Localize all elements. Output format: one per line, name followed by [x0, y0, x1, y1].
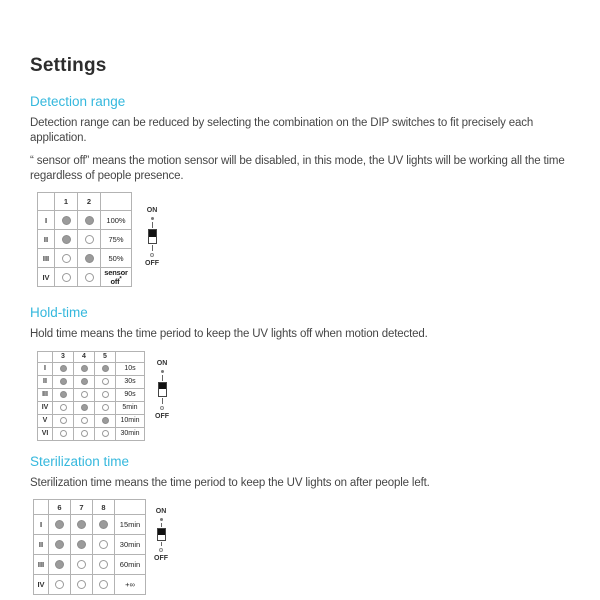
switch-cell: [95, 375, 116, 388]
switch-off-dot: [77, 580, 86, 589]
switch-cell: [49, 515, 71, 535]
switch-off-dot: [99, 540, 108, 549]
row-label: I: [34, 515, 49, 535]
switch-dash-bottom: [161, 542, 162, 546]
row-label: II: [34, 535, 49, 555]
dip-switch-icon: [157, 528, 166, 541]
switch-off-dot: [81, 430, 88, 437]
switch-off-dot: [55, 580, 64, 589]
switch-off-dot: [102, 378, 109, 385]
switch-cell: [53, 388, 74, 401]
switch-on-dot: [81, 404, 88, 411]
value-cell: 100%: [101, 211, 132, 230]
dip-column-header: 5: [95, 351, 116, 362]
switch-cell: [71, 515, 93, 535]
switch-cell: [71, 555, 93, 575]
table-row: [34, 515, 146, 535]
switch-off-dot: [62, 273, 71, 282]
switch-on-dot: [99, 520, 108, 529]
switch-off-dot: [62, 254, 71, 263]
switch-on-dot: [160, 518, 163, 521]
switch-off-label: OFF: [154, 555, 168, 562]
section-2-paragraph-0: Sterilization time means the time period to keep the UV lights on after people left.: [30, 476, 430, 489]
table-row: [38, 401, 145, 414]
switch-cell: [95, 414, 116, 427]
detection-range-figure: [37, 192, 592, 287]
switch-off-dot: [60, 430, 67, 437]
row-label: III: [38, 249, 55, 268]
switch-off-dot: [102, 391, 109, 398]
switch-on-dot: [81, 365, 88, 372]
section-heading-hold-time: Hold-time: [30, 305, 88, 320]
switch-cell: [53, 401, 74, 414]
row-label: IV: [38, 401, 53, 414]
switch-cell: [71, 575, 93, 595]
dip-switch-graphic: [154, 508, 168, 562]
dip-column-header: 1: [55, 193, 78, 211]
value-cell: +∞: [115, 575, 146, 595]
section-sterilization-time: [30, 454, 592, 596]
switch-off-dot: [81, 417, 88, 424]
hold-time-figure: [37, 351, 592, 441]
switch-cell: [49, 535, 71, 555]
switch-cell: [95, 427, 116, 440]
table-corner-cell: [38, 193, 55, 211]
switch-cell: [93, 515, 115, 535]
switch-dash-top: [152, 222, 153, 228]
table-row: [38, 268, 132, 287]
dip-column-header: 6: [49, 500, 71, 515]
row-label: II: [38, 375, 53, 388]
table-row: [38, 249, 132, 268]
switch-off-dot: [85, 235, 94, 244]
switch-cell: [78, 268, 101, 287]
switch-on-dot: [102, 417, 109, 424]
dip-column-header: 8: [93, 500, 115, 515]
table-header-row: [38, 193, 132, 211]
switch-cell: [74, 375, 95, 388]
table-row: [38, 427, 145, 440]
value-cell: 10min: [116, 414, 145, 427]
switch-dash-top: [162, 375, 163, 381]
switch-on-dot: [62, 235, 71, 244]
switch-cell: [95, 388, 116, 401]
section-paragraphs: [30, 116, 592, 183]
value-cell: 60min: [115, 555, 146, 575]
switch-off-dot: [99, 580, 108, 589]
row-label: IV: [34, 575, 49, 595]
section-1-paragraph-0: Hold time means the time period to keep the UV lights off when motion detected.: [30, 328, 428, 340]
switch-knob: [159, 383, 166, 390]
value-cell: 90s: [116, 388, 145, 401]
value-cell: 5min: [116, 401, 145, 414]
switch-on-label: ON: [146, 207, 158, 214]
row-label: III: [38, 388, 53, 401]
switch-cell: [55, 249, 78, 268]
value-cell: 15min: [115, 515, 146, 535]
switch-on-label: ON: [156, 359, 168, 367]
switch-cell: [74, 427, 95, 440]
table-row: [34, 575, 146, 595]
table-row: [34, 535, 146, 555]
switch-on-dot: [55, 560, 64, 569]
switch-cell: [78, 230, 101, 249]
value-column-header: [116, 351, 145, 362]
dip-table-sterilization-time: [33, 499, 146, 595]
switch-off-label: OFF: [145, 260, 159, 267]
switch-cell: [53, 362, 74, 375]
value-column-header: [115, 500, 146, 515]
dip-switch-icon: [148, 229, 157, 244]
asterisk-note: *: [119, 276, 122, 283]
switch-on-dot: [60, 365, 67, 372]
table-row: [38, 414, 145, 427]
value-cell: 30s: [116, 375, 145, 388]
switch-on-dot: [85, 254, 94, 263]
section-paragraphs: [30, 327, 592, 342]
switch-off-dot: [99, 560, 108, 569]
switch-cell: [71, 535, 93, 555]
value-cell: 50%: [101, 249, 132, 268]
dip-switch-graphic: [155, 360, 169, 420]
switch-knob: [149, 230, 156, 237]
switch-cell: [95, 401, 116, 414]
switch-off-dot: [77, 560, 86, 569]
table-row: [38, 388, 145, 401]
switch-off-dot: [150, 253, 154, 257]
value-column-header: [101, 193, 132, 211]
value-cell: 30min: [116, 427, 145, 440]
table-row: [38, 211, 132, 230]
table-header-row: [38, 351, 145, 362]
switch-off-dot: [85, 273, 94, 282]
section-0-paragraph-1: “ sensor off” means the motion sensor will be disabled, in this mode, the UV lights will be working all the time regardless of people presence.: [30, 155, 565, 182]
section-hold-time: [30, 305, 592, 441]
switch-cell: [53, 427, 74, 440]
switch-on-dot: [77, 540, 86, 549]
row-label: VI: [38, 427, 53, 440]
switch-on-dot: [81, 378, 88, 385]
row-label: V: [38, 414, 53, 427]
switch-off-dot: [102, 404, 109, 411]
value-cell: 75%: [101, 230, 132, 249]
switch-cell: [49, 575, 71, 595]
dip-column-header: 4: [74, 351, 95, 362]
dip-table-detection-range: [37, 192, 132, 287]
table-row: [34, 555, 146, 575]
switch-cell: [74, 414, 95, 427]
switch-on-dot: [60, 378, 67, 385]
table-row: [38, 375, 145, 388]
switch-on-dot: [102, 365, 109, 372]
switch-cell: [93, 555, 115, 575]
row-label: III: [34, 555, 49, 575]
switch-cell: [74, 362, 95, 375]
switch-on-dot: [77, 520, 86, 529]
switch-off-dot: [102, 430, 109, 437]
dip-switch-graphic: [145, 207, 159, 267]
switch-on-dot: [151, 217, 154, 220]
dip-column-header: 2: [78, 193, 101, 211]
switch-cell: [93, 575, 115, 595]
switch-cell: [78, 249, 101, 268]
switch-cell: [55, 211, 78, 230]
switch-cell: [53, 375, 74, 388]
section-0-paragraph-0: Detection range can be reduced by selecting the combination on the DIP switches to fit precisely each application.: [30, 117, 534, 144]
value-cell: 10s: [116, 362, 145, 375]
switch-off-dot: [60, 417, 67, 424]
switch-on-dot: [161, 370, 164, 373]
table-header-row: [34, 500, 146, 515]
switch-dash-top: [161, 523, 162, 527]
switch-cell: [93, 535, 115, 555]
row-label: II: [38, 230, 55, 249]
page-title: Settings: [30, 55, 107, 76]
switch-on-dot: [55, 520, 64, 529]
row-label: IV: [38, 268, 55, 287]
value-cell: sensor off*: [101, 268, 132, 287]
table-corner-cell: [38, 351, 53, 362]
switch-on-dot: [62, 216, 71, 225]
dip-table-hold-time: [37, 351, 145, 441]
switch-off-dot: [159, 548, 163, 552]
dip-switch-icon: [158, 382, 167, 397]
switch-cell: [78, 211, 101, 230]
switch-off-dot: [60, 404, 67, 411]
dip-column-header: 3: [53, 351, 74, 362]
switch-cell: [55, 230, 78, 249]
switch-cell: [53, 414, 74, 427]
switch-on-label: ON: [155, 508, 167, 515]
switch-cell: [49, 555, 71, 575]
table-corner-cell: [34, 500, 49, 515]
switch-knob: [158, 529, 165, 535]
section-paragraphs: [30, 476, 592, 491]
switch-dash-bottom: [162, 398, 163, 404]
section-heading-detection-range: Detection range: [30, 94, 126, 109]
switch-on-dot: [60, 391, 67, 398]
switch-on-dot: [85, 216, 94, 225]
switch-cell: [74, 388, 95, 401]
table-row: [38, 230, 132, 249]
switch-cell: [95, 362, 116, 375]
sterilization-time-figure: [33, 499, 592, 595]
section-detection-range: [30, 94, 592, 287]
switch-cell: [74, 401, 95, 414]
switch-cell: [55, 268, 78, 287]
switch-off-dot: [81, 391, 88, 398]
table-row: [38, 362, 145, 375]
value-cell: 30min: [115, 535, 146, 555]
switch-off-dot: [160, 406, 164, 410]
row-label: I: [38, 362, 53, 375]
row-label: I: [38, 211, 55, 230]
switch-off-label: OFF: [155, 412, 169, 420]
switch-on-dot: [55, 540, 64, 549]
switch-dash-bottom: [152, 245, 153, 251]
section-heading-sterilization-time: Sterilization time: [30, 453, 130, 469]
dip-column-header: 7: [71, 500, 93, 515]
